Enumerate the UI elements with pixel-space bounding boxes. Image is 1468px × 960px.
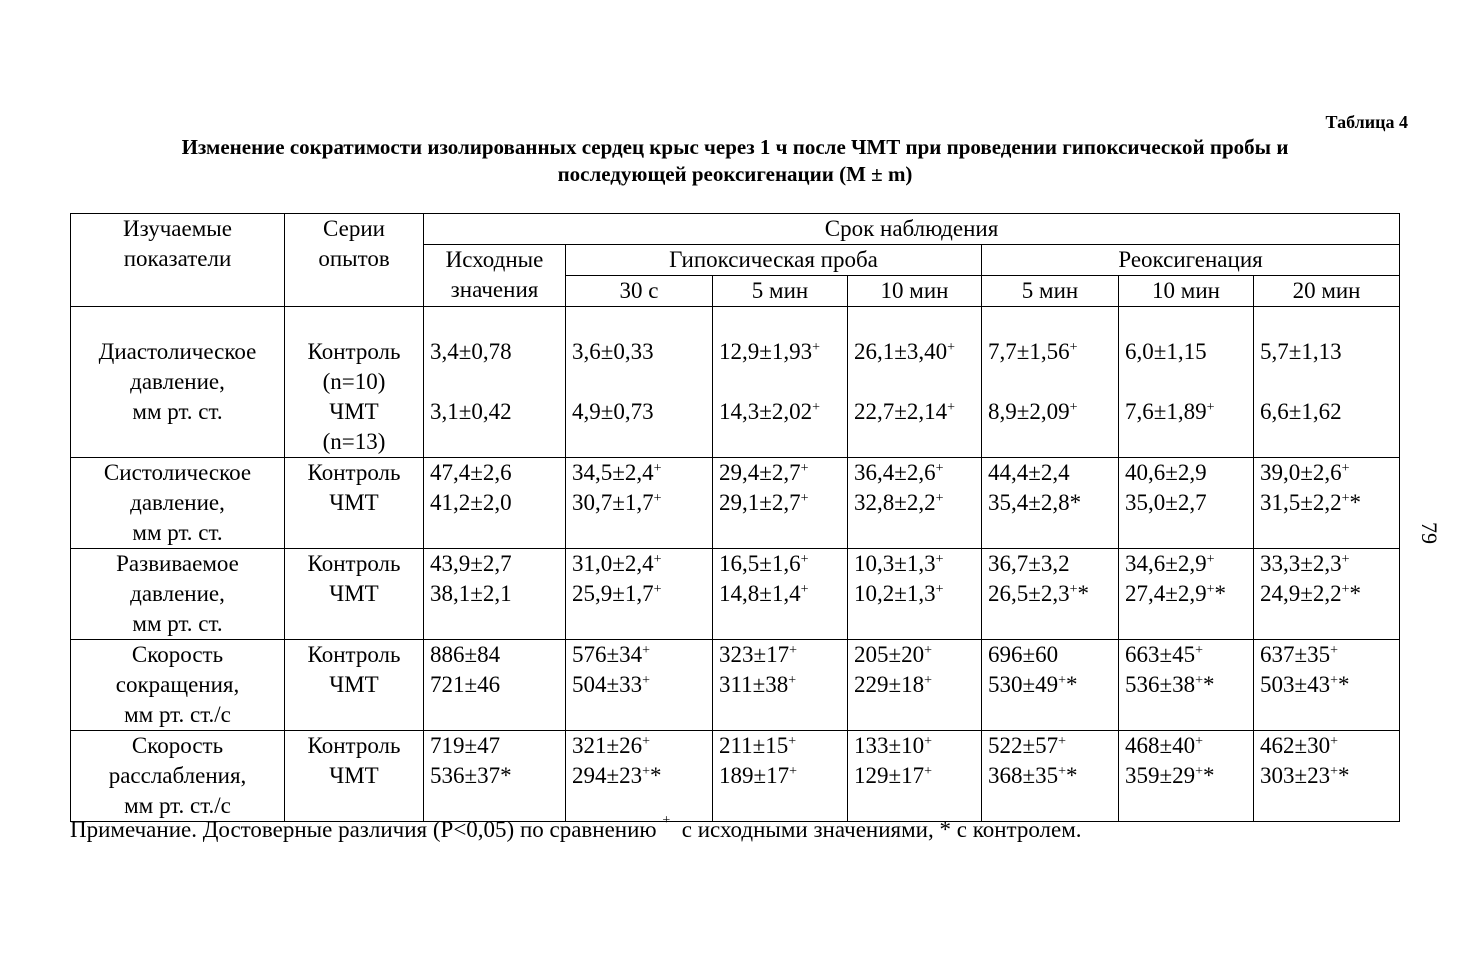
value-cell: 12,9±1,93+ 14,3±2,02+ [713,307,848,458]
value-cell: 39,0±2,6+ 31,5±2,2+* [1254,458,1400,549]
value-cell: 321±26+ 294±23+* [566,731,713,822]
value-cell: 468±40+ 359±29+* [1119,731,1254,822]
table-row [71,458,1400,549]
header-baseline: Исходные значения [424,245,566,307]
table-note: Примечание. Достоверные различия (P<0,05) по сравнению + с исходными значениями, * с контролем. [70,813,1082,842]
series-cell: Контроль ЧМТ [285,731,424,822]
value-cell: 34,6±2,9+ 27,4±2,9+* [1119,549,1254,640]
value-cell: 522±57+ 368±35+* [982,731,1119,822]
value-cell: 462±30+ 303±23+* [1254,731,1400,822]
value-cell: 3,4±0,78 3,1±0,42 [424,307,566,458]
series-cell: Контроль (n=10) ЧМТ (n=13) [285,307,424,458]
value-cell: 696±60 530±49+* [982,640,1119,731]
header-r-10min: 10 мин [1119,276,1254,307]
series-cell: Контроль ЧМТ [285,640,424,731]
header-h-30s: 30 с [566,276,713,307]
header-row-1 [71,214,1400,245]
title-line-2: последующей реоксигенации (M ± m) [557,162,913,186]
header-period: Срок наблюдения [424,214,1400,245]
value-cell: 886±84 721±46 [424,640,566,731]
value-cell: 6,0±1,15 7,6±1,89+ [1119,307,1254,458]
value-cell: 36,4±2,6+ 32,8±2,2+ [848,458,982,549]
indicator-cell: Скорость расслабления, мм рт. ст./с [71,731,285,822]
value-cell: 40,6±2,9 35,0±2,7 [1119,458,1254,549]
value-cell: 211±15+ 189±17+ [713,731,848,822]
value-cell: 44,4±2,4 35,4±2,8* [982,458,1119,549]
table-row [71,640,1400,731]
value-cell: 33,3±2,3+ 24,9±2,2+* [1254,549,1400,640]
value-cell: 29,4±2,7+ 29,1±2,7+ [713,458,848,549]
value-cell: 47,4±2,6 41,2±2,0 [424,458,566,549]
indicator-cell: Скорость сокращения, мм рт. ст./с [71,640,285,731]
value-cell: 7,7±1,56+ 8,9±2,09+ [982,307,1119,458]
page-number: 79 [1417,522,1442,544]
table-row [71,307,1400,458]
header-h-5min: 5 мин [713,276,848,307]
header-r-20min: 20 мин [1254,276,1400,307]
value-cell: 43,9±2,7 38,1±2,1 [424,549,566,640]
table-number: Таблица 4 [1325,112,1408,132]
header-hypoxia: Гипоксическая проба [566,245,982,276]
star-mark: * [939,817,951,842]
header-reoxygenation: Реоксигенация [982,245,1400,276]
header-h-10min: 10 мин [848,276,982,307]
value-cell: 133±10+ 129±17+ [848,731,982,822]
indicator-cell: Развиваемое давление, мм рт. ст. [71,549,285,640]
header-r-5min: 5 мин [982,276,1119,307]
value-cell: 637±35+ 503±43+* [1254,640,1400,731]
series-cell: Контроль ЧМТ [285,458,424,549]
value-cell: 205±20+ 229±18+ [848,640,982,731]
value-cell: 323±17+ 311±38+ [713,640,848,731]
value-cell: 34,5±2,4+ 30,7±1,7+ [566,458,713,549]
header-series: Серии опытов [285,214,424,307]
title-line-1: Изменение сократимости изолированных сердец крыс через 1 ч после ЧМТ при проведении гипоксической пробы и [181,135,1289,159]
value-cell: 10,3±1,3+ 10,2±1,3+ [848,549,982,640]
value-cell: 3,6±0,33 4,9±0,73 [566,307,713,458]
indicator-cell: Систолическое давление, мм рт. ст. [71,458,285,549]
header-indicators: Изучаемые показатели [71,214,285,307]
table-title [60,134,1410,188]
value-cell: 576±34+ 504±33+ [566,640,713,731]
data-table [70,213,1400,822]
series-cell: Контроль ЧМТ [285,549,424,640]
indicator-cell: Диастолическое давление, мм рт. ст. [71,307,285,458]
value-cell: 26,1±3,40+ 22,7±2,14+ [848,307,982,458]
value-cell: 36,7±3,2 26,5±2,3+* [982,549,1119,640]
plus-mark: + [662,813,671,828]
value-cell: 31,0±2,4+ 25,9±1,7+ [566,549,713,640]
value-cell: 663±45+ 536±38+* [1119,640,1254,731]
value-cell: 5,7±1,13 6,6±1,62 [1254,307,1400,458]
table-row [71,549,1400,640]
table-row [71,731,1400,822]
value-cell: 16,5±1,6+ 14,8±1,4+ [713,549,848,640]
value-cell: 719±47 536±37* [424,731,566,822]
